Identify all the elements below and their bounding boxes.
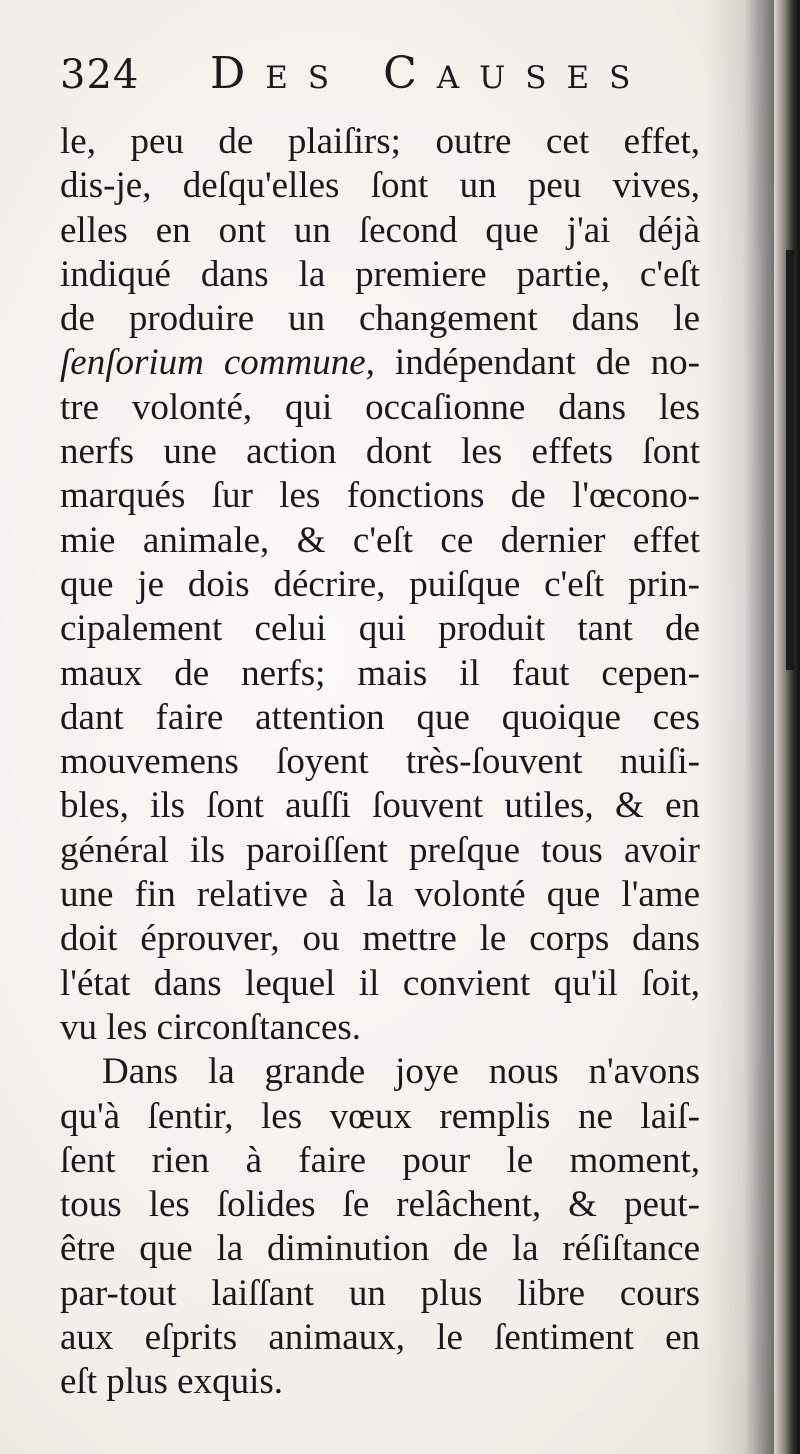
text-line	[60, 341, 700, 385]
text-line: général ils paroiſſent preſque tous avoir	[60, 829, 700, 871]
text-line: de produire un changement dans le	[60, 298, 700, 340]
text-line: mie animale, & c'eſt ce dernier effet	[60, 519, 700, 561]
text-line: être que la diminution de la réſiſtance	[60, 1228, 700, 1270]
text-line: tous les ſolides ſe relâchent, & peut-	[60, 1184, 700, 1226]
text-line: une fin relative à la volonté que l'ame	[60, 874, 700, 916]
page-edge-binding	[786, 250, 794, 670]
page-header	[60, 44, 710, 108]
running-head: Des Causes	[210, 48, 651, 99]
text-line: l'état dans lequel il convient qu'il ſoit,	[60, 962, 700, 1004]
text-line: que je dois décrire, puiſque c'eſt prin-	[60, 563, 700, 605]
text-line: par-tout laiſſant un plus libre cours	[60, 1272, 700, 1314]
text-line: tre volonté, qui occaſionne dans les	[60, 386, 700, 428]
text-line: dis-je, deſqu'elles ſont un peu vives,	[60, 165, 700, 207]
text-line: maux de nerfs; mais il faut cepen-	[60, 652, 700, 694]
text-line: Dans la grande joye nous n'avons	[102, 1051, 700, 1093]
text-line: doit éprouver, ou mettre le corps dans	[60, 918, 700, 960]
text-line: cipalement celui qui produit tant de	[60, 608, 700, 650]
body-text	[60, 120, 700, 1405]
text-line: dant faire attention que quoique ces	[60, 696, 700, 738]
text-line: elles en ont un ſecond que j'ai déjà	[60, 209, 700, 251]
text-line: marqués ſur les fonctions de l'œcono-	[60, 475, 700, 517]
latin-term: ſenſorium commune,	[60, 342, 375, 384]
text-line: vu les circonſtances.	[60, 1006, 362, 1048]
text-line: mouvemens ſoyent très-ſouvent nuiſi-	[60, 741, 700, 783]
text-line: le, peu de plaiſirs; outre cet effet,	[60, 121, 700, 162]
text-fragment: indépendant de no-	[374, 342, 700, 384]
text-line: eſt plus exquis.	[60, 1361, 284, 1403]
text-line: bles, ils ſont auſſi ſouvent utiles, & en	[60, 785, 700, 827]
text-line: nerfs une action dont les effets ſont	[60, 431, 700, 473]
text-line: qu'à ſentir, les vœux remplis ne laiſ-	[60, 1095, 700, 1137]
page-number: 324	[60, 52, 140, 98]
text-line: ſent rien à faire pour le moment,	[60, 1139, 700, 1181]
text-line: aux eſprits animaux, le ſentiment en	[60, 1317, 700, 1359]
page-edge-shadow	[774, 0, 800, 1454]
text-line: indiqué dans la premiere partie, c'eſt	[60, 253, 700, 295]
